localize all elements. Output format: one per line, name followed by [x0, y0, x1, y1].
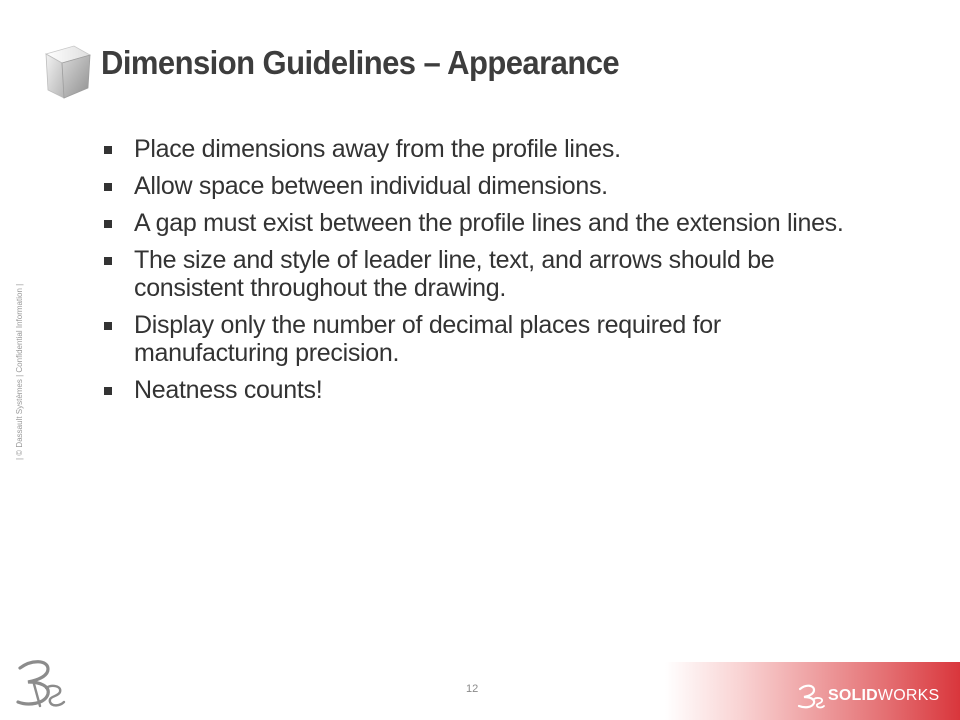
solidworks-logo [796, 683, 939, 709]
square-bullet-icon [104, 209, 134, 228]
3ds-mark-icon [796, 683, 826, 709]
bullet-text: Place dimensions away from the profile lines. [134, 135, 621, 163]
bullet-list [104, 135, 864, 413]
bullet-text: Neatness counts! [134, 376, 323, 404]
square-bullet-icon [104, 311, 134, 330]
page-number: 12 [466, 683, 479, 695]
square-bullet-icon [104, 135, 134, 154]
square-bullet-icon [104, 172, 134, 191]
list-item [104, 209, 864, 237]
square-bullet-icon [104, 376, 134, 395]
list-item [104, 135, 864, 163]
confidentiality-note [6, 270, 24, 460]
3ds-logo-icon [10, 656, 68, 710]
solidworks-wordmark: SOLIDWORKS [828, 687, 940, 704]
cube-icon [40, 42, 96, 102]
bullet-text: The size and style of leader line, text, and arrows should be consistent throughout the drawing. [134, 246, 775, 302]
bullet-text: A gap must exist between the profile lines and the extension lines. [134, 209, 844, 237]
page-title: Dimension Guidelines – Appearance [101, 44, 620, 81]
list-item [104, 172, 864, 200]
list-item [104, 311, 864, 367]
bullet-text: Display only the number of decimal places required for manufacturing precision. [134, 311, 721, 367]
list-item [104, 376, 864, 404]
confidentiality-note-text: | © Dassault Systèmes | Confidential Information | [15, 283, 24, 460]
bullet-text: Allow space between individual dimensions. [134, 172, 608, 200]
list-item [104, 246, 864, 302]
square-bullet-icon [104, 246, 134, 265]
